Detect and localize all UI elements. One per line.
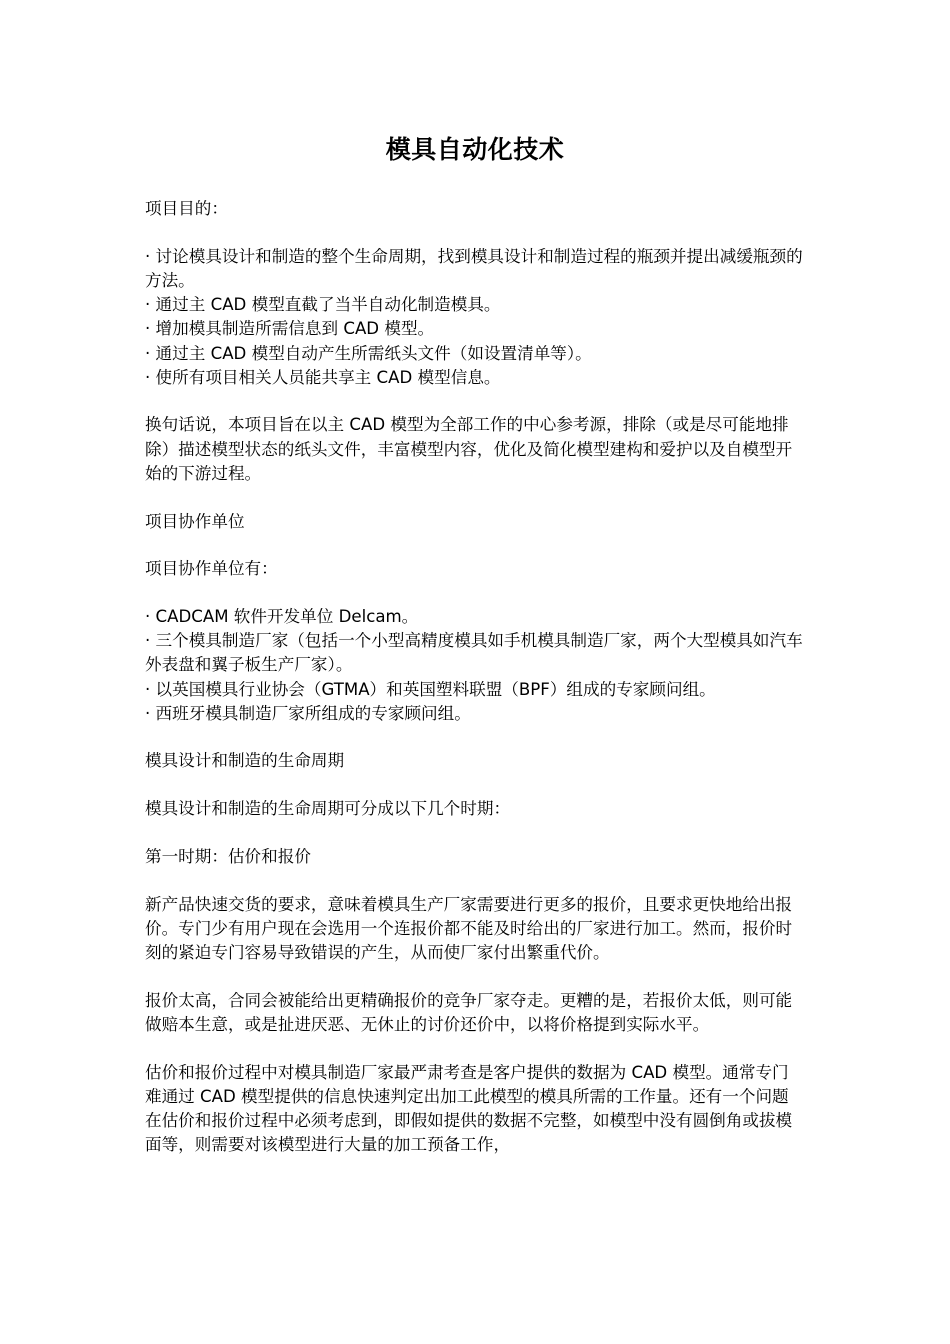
document-body — [145, 197, 805, 1157]
paragraph-gap — [145, 390, 805, 414]
goal-bullet: · 通过主 CAD 模型自动产生所需纸头文件（如设置清单等）。 — [145, 343, 592, 363]
goal-bullet: · 讨论模具设计和制造的整个生命周期，找到模具设计和制造过程的瓶颈并提出减缓瓶颈的方法。 — [145, 246, 803, 290]
document-title: 模具自动化技术 — [385, 135, 565, 164]
partner-bullet: · 三个模具制造厂家（包括一个小型高精度模具如手机模具制造厂家，两个大型模具如汽车外表盘和翼子板生产厂家）。 — [145, 631, 803, 675]
paragraph-gap — [145, 821, 805, 845]
goal-heading: 项目目的： — [145, 199, 228, 218]
paragraph-gap — [145, 221, 805, 245]
paragraph-gap — [145, 869, 805, 893]
partners-heading: 项目协作单位 — [145, 511, 245, 531]
lifecycle-intro: 模具设计和制造的生命周期可分成以下几个时期： — [145, 799, 511, 819]
goal-bullet: · 增加模具制造所需信息到 CAD 模型。 — [145, 319, 435, 339]
paragraph-gap — [145, 581, 805, 605]
paragraph-gap — [145, 1037, 805, 1061]
phase1-paragraph: 估价和报价过程中对模具制造厂家最严肃考查是客户提供的数据为 CAD 模型。通常专门难通过 CAD 模型提供的信息快速判定出加工此模型的模具所需的工作量。还有一个问题在估价和报价过程中必须考虑到，即假如提供的数据不完整，如模型中没有圆倒角或拔模面等，则需要对该模型进行大量的加工预备工作， — [145, 1062, 793, 1155]
paragraph-gap — [145, 726, 805, 750]
lifecycle-heading: 模具设计和制造的生命周期 — [145, 751, 345, 771]
paragraph-gap — [145, 965, 805, 989]
paragraph-gap — [145, 486, 805, 510]
paragraph-gap — [145, 774, 805, 798]
partner-bullet: · CADCAM 软件开发单位 Delcam。 — [145, 606, 419, 626]
paragraph-gap — [145, 534, 805, 558]
goal-bullet: · 使所有项目相关人员能共享主 CAD 模型信息。 — [145, 367, 501, 387]
summary-paragraph: 换句话说，本项目旨在以主 CAD 模型为全部工作的中心参考源，排除（或是尽可能地排除）描述模型状态的纸头文件，丰富模型内容，优化及简化模型建构和爱护以及自模型开始的下游过程。 — [145, 415, 793, 483]
partner-bullet: · 西班牙模具制造厂家所组成的专家顾问组。 — [145, 703, 471, 723]
goal-bullet: · 通过主 CAD 模型直截了当半自动化制造模具。 — [145, 295, 501, 315]
partner-bullet: · 以英国模具行业协会（GTMA）和英国塑料联盟（BPF）组成的专家顾问组。 — [145, 679, 716, 699]
partners-intro: 项目协作单位有： — [145, 559, 278, 579]
phase1-paragraph: 新产品快速交货的要求，意味着模具生产厂家需要进行更多的报价，且要求更快地给出报价。专门少有用户现在会选用一个连报价都不能及时给出的厂家进行加工。然而，报价时刻的紧迫专门容易导致错误的产生，从而使厂家付出繁重代价。 — [145, 894, 793, 962]
phase1-heading: 第一时期：估价和报价 — [145, 846, 311, 866]
phase1-paragraph: 报价太高，合同会被能给出更精确报价的竞争厂家夺走。更糟的是，若报价太低，则可能做赔本生意，或是扯进厌恶、无休止的讨价还价中，以将价格提到实际水平。 — [145, 990, 793, 1034]
